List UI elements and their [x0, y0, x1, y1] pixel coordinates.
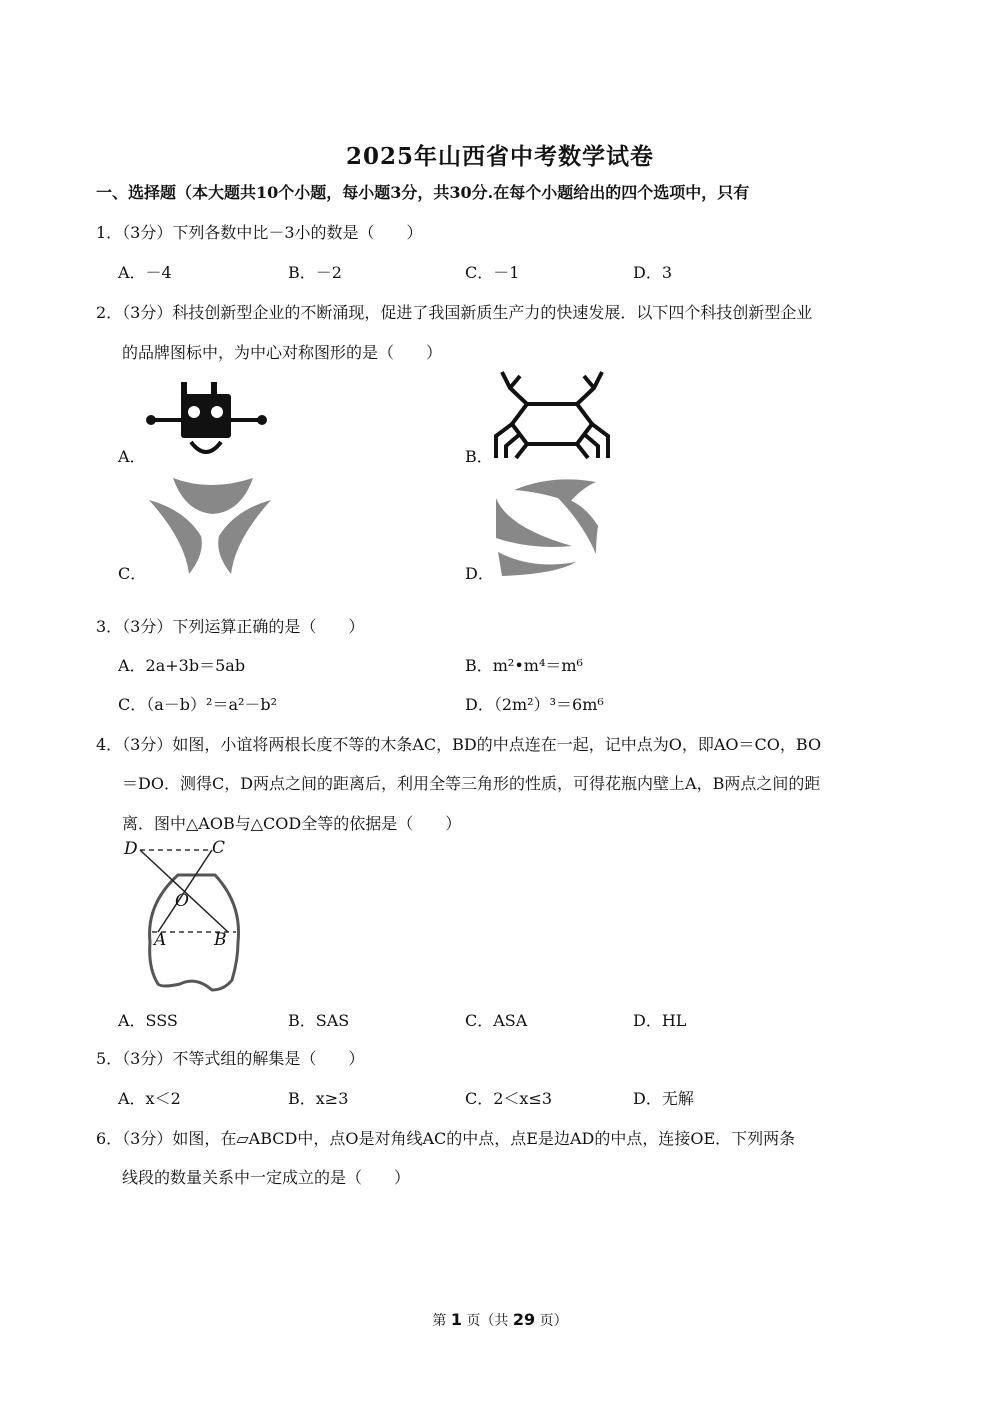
- q2-figure-b-crab-icon: [492, 366, 612, 461]
- q4-option-a: A．SSS: [118, 1011, 178, 1030]
- q1-option-b: B．－2: [288, 263, 342, 282]
- q1-stem: 1．（3分）下列各数中比－3小的数是（ ）: [96, 223, 423, 242]
- footer-prefix: 第: [432, 1313, 447, 1329]
- q4-option-d: D．HL: [633, 1011, 687, 1030]
- q5-stem: 5．（3分）不等式组的解集是（ ）: [96, 1049, 365, 1068]
- q2-label-b: B．: [465, 447, 493, 466]
- q5-option-b: B．x≥3: [288, 1089, 349, 1108]
- q2-stem-line2: 的品牌图标中，为中心对称图形的是（ ）: [122, 343, 443, 362]
- q4-option-b: B．SAS: [288, 1011, 350, 1030]
- q1-option-d: D．3: [633, 263, 673, 282]
- q2-figure-c-crescents-icon: [145, 474, 275, 579]
- footer-middle: 页（共: [466, 1313, 509, 1329]
- q4-stem-line2: ＝DO．测得C，D两点之间的距离后，利用全等三角形的性质，可得花瓶内壁上A，B两点之间的距: [122, 774, 821, 793]
- footer-page-number: 1: [450, 1310, 462, 1329]
- q3-option-b: B．m²•m⁴＝m⁶: [465, 656, 583, 675]
- q4-option-c: C．ASA: [465, 1011, 528, 1030]
- section-heading: 一、选择题（本大题共10个小题，每小题3分，共30分.在每个小题给出的四个选项中，只有: [96, 183, 750, 202]
- q3-stem: 3．（3分）下列运算正确的是（ ）: [96, 617, 365, 636]
- q2-figure-a-robot-icon: [145, 380, 270, 462]
- q5-option-a: A．x＜2: [118, 1089, 181, 1108]
- q2-label-a: A．: [118, 447, 146, 466]
- q4-label-d: D: [124, 839, 138, 859]
- q4-label-b: B: [214, 930, 227, 950]
- q3-option-a: A．2a+3b＝5ab: [118, 656, 246, 675]
- q4-label-a: A: [154, 930, 167, 950]
- q5-option-d: D．无解: [633, 1089, 694, 1108]
- q5-option-c: C．2＜x≤3: [465, 1089, 553, 1108]
- q4-label-o: O: [175, 891, 189, 911]
- page-footer: [0, 1310, 1000, 1330]
- q6-stem-line1: 6．（3分）如图，在▱ABCD中，点O是对角线AC的中点，点E是边AD的中点，连接OE．下列两条: [96, 1129, 796, 1148]
- q1-option-a: A．－4: [118, 263, 172, 282]
- page-title: 2025年山西省中考数学试卷: [345, 143, 654, 170]
- q2-figure-d-swirl-icon: [492, 470, 602, 578]
- q4-label-c: C: [212, 838, 226, 858]
- footer-suffix: 页）: [539, 1313, 568, 1329]
- q1-option-c: C．－1: [465, 263, 520, 282]
- q2-stem-line1: 2．（3分）科技创新型企业的不断涌现，促进了我国新质生产力的快速发展．以下四个科技创新型企业: [96, 303, 813, 322]
- q6-stem-line2: 线段的数量关系中一定成立的是（ ）: [122, 1168, 411, 1187]
- footer-total-pages: 29: [512, 1310, 536, 1329]
- q4-stem-line1: 4．（3分）如图，小谊将两根长度不等的木条AC，BD的中点连在一起，记中点为O，即AO＝CO，BO: [96, 735, 822, 754]
- q4-vase-figure: [120, 838, 245, 996]
- q3-option-d: D．（2m²）³＝6m⁶: [465, 695, 604, 714]
- q2-label-c: C．: [118, 564, 147, 583]
- q3-option-c: C．（a－b）²＝a²－b²: [118, 695, 278, 714]
- q2-label-d: D．: [465, 564, 494, 583]
- q4-stem-line3: 离．图中△AOB与△COD全等的依据是（ ）: [122, 814, 462, 833]
